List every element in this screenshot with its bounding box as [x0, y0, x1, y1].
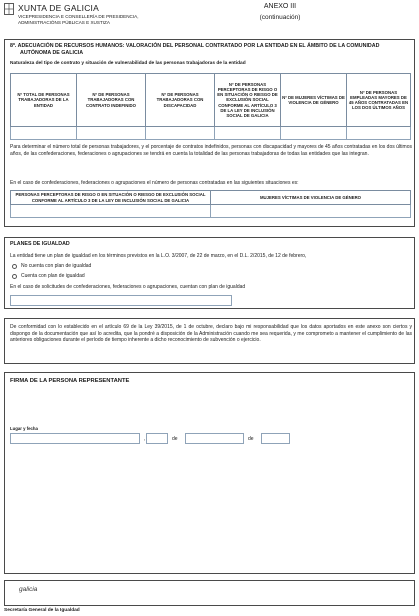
col-header-disability: Nº DE PERSONAS TRABAJADORAS CON DISCAPACIDAD	[146, 74, 215, 127]
org-line-1: VICEPRESIDENCIA E CONSELLERÍA DE PRESIDENCIA,	[18, 14, 139, 19]
col-header-gender-violence: Nº DE MUJERES VÍCTIMAS DE VIOLENCIA DE GÉNERO	[281, 74, 347, 127]
de-label-1: de	[172, 436, 178, 442]
federation-table-input-row	[11, 205, 411, 218]
equality-federations-text: En el caso de solicitudes de confederaciones, federaciones o agrupaciones, cuentan con plan de igualdad	[10, 284, 246, 290]
radio-no-plan[interactable]	[12, 264, 17, 269]
col-header-over-45: Nº DE PERSONAS EMPLEADAS MAYORES DE 45 AÑOS CONTRATADAS EN LOS DOS ÚLTIMOS AÑOS	[347, 74, 411, 127]
xunta-shield-icon	[4, 3, 14, 15]
annex-continuation: (continuación)	[259, 14, 301, 21]
declaration-text: De conformidad con lo establecido en el artículo 69 de la Ley 39/2015, de 1 de octubre, declaro bajo mi responsabilidad que los datos aportados en este anexo son ciertos y dispongo de la documentación que así lo acredita, que la pondré a disposición de la Administración cuando me sea requerida, y me comprometo a mantener el cumplimiento de las anteriores obligaciones durante el período de tiempo inherente a dicho reconocimiento de subvención o ejercicio.	[10, 324, 412, 343]
annex-number: ANEXO III	[263, 3, 297, 10]
col-header-exclusion-federation: PERSONAS PERCEPTORAS DE RISGO O EN SITUACIÓN O RIESGO DE EXCLUSIÓN SOCIAL CONFORME AL ARTÍCULO 3 DE LA LEY DE INCLUSIÓN SOCIAL DE GALICIA	[11, 191, 211, 205]
footer-box	[4, 580, 415, 606]
col-header-gender-violence-federation: MUJERES VÍCTIMAS DE VIOLENCIA DE GÉNERO	[211, 191, 411, 205]
place-date-label: Lugar y fecha	[10, 426, 38, 431]
equality-title: PLANES DE IGUALDAD	[10, 241, 70, 247]
section-title-line-1: 8º. ADECUACIÓN DE RECURSOS HUMANOS: VALORACIÓN DEL PERSONAL CONTRATADO POR LA ENTIDAD EN EL ÁMBITO DE LA COMUNIDAD	[10, 43, 380, 49]
staff-table-header-row	[11, 74, 411, 127]
org-subtitle	[18, 14, 198, 26]
input-disability[interactable]	[146, 127, 215, 140]
col-header-total: Nº TOTAL DE PERSONAS TRABAJADORAS DE LA ENTIDAD	[11, 74, 77, 127]
radio-has-plan-label: Cuenta con plan de igualdad	[21, 273, 85, 279]
radio-has-plan[interactable]	[12, 274, 17, 279]
input-total[interactable]	[11, 127, 77, 140]
section-declaration	[4, 318, 415, 364]
place-field[interactable]	[10, 433, 140, 444]
federation-table-header-row	[11, 191, 411, 205]
federation-table	[10, 190, 411, 218]
input-over-45[interactable]	[347, 127, 411, 140]
year-field[interactable]	[261, 433, 290, 444]
equality-question: La entidad tiene un plan de igualdad en los términos previstos en la L.O. 3/2007, de 22 de marzo, en el D.L. 2/2015, de 12 de febrero,	[10, 253, 307, 259]
col-header-exclusion: Nº DE PERSONAS PERCEPTORAS DE RISGO O EN SITUACIÓN O RIESGO DE EXCLUSIÓN SOCIAL CONFORME AL ARTÍCULO 3 DE LA LEY DE INCLUSIÓN SOCIAL DE GALICIA	[215, 74, 281, 127]
section-signature	[4, 372, 415, 574]
section-title	[10, 43, 410, 56]
federations-paragraph: En el caso de confederaciones, federaciones o agrupaciones el número de personas contratadas en las siguientes situaciones es:	[10, 180, 299, 186]
input-gender-violence[interactable]	[281, 127, 347, 140]
input-indefinite[interactable]	[77, 127, 146, 140]
org-line-2: ADMINISTRACIÓNS PÚBLICAS E XUSTIZA	[18, 20, 110, 25]
galicia-logo: galicia	[19, 586, 38, 593]
section-human-resources	[4, 39, 415, 227]
determination-paragraph: Para determinar el número total de personas trabajadores, y el porcentaje de contratos indefinidos, personas con discapacidad y mayores de 45 años contratadas en los dos últimos años, de las confederaciones, federaciones o agrupaciones se tendrá en cuenta la totalidad de las personas trabajadoras de todas las entidades que las integran.	[10, 144, 412, 157]
section-title-line-2: AUTÓNOMA DE GALICIA	[20, 49, 84, 56]
input-gender-violence-federation[interactable]	[211, 205, 411, 218]
staff-table-input-row	[11, 127, 411, 140]
month-field[interactable]	[185, 433, 244, 444]
section-subtitle: Naturaleza del tipo de contrato y situación de vulnerabilidad de las personas trabajadoras de la entidad	[10, 61, 246, 66]
radio-no-plan-label: No cuenta con plan de igualdad	[21, 263, 92, 269]
section-equality-plans	[4, 237, 415, 309]
comma-separator: ,	[144, 436, 146, 442]
federations-plan-field[interactable]	[10, 295, 232, 306]
org-title: XUNTA DE GALICIA	[18, 3, 99, 13]
col-header-indefinite: Nº DE PERSONAS TRABAJADORAS CON CONTRATO INDEFINIDO	[77, 74, 146, 127]
signature-title: FIRMA DE LA PERSONA REPRESENTANTE	[10, 378, 130, 384]
annex-label	[230, 3, 330, 21]
footer-department: Secretaría General de la Igualdad	[4, 608, 80, 613]
input-exclusion-federation[interactable]	[11, 205, 211, 218]
input-exclusion[interactable]	[215, 127, 281, 140]
de-label-2: de	[248, 436, 254, 442]
staff-table	[10, 73, 411, 140]
day-field[interactable]	[146, 433, 168, 444]
